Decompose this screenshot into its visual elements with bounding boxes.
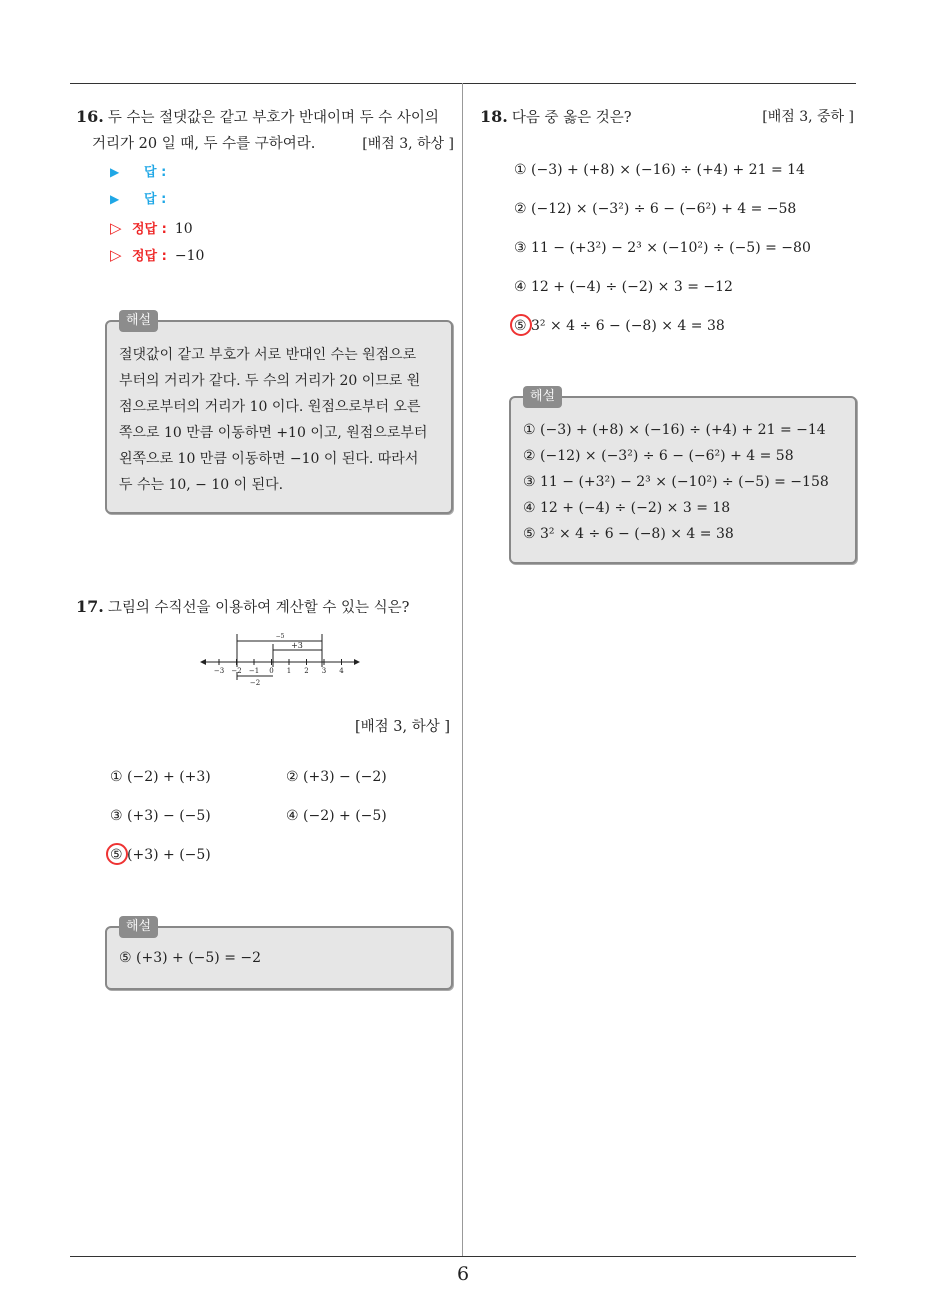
question-text: 그림의 수직선을 이용하여 계산할 수 있는 식은? <box>107 600 410 616</box>
solution-tag: 해설 <box>119 916 158 938</box>
solution-box-18 <box>509 389 857 564</box>
option-2[interactable]: ② (+3) − (−2) <box>286 769 387 785</box>
number-line-tick-label: 1 <box>286 667 292 675</box>
correct-value: 10 <box>174 221 193 237</box>
solution-line: ⑤ 3² × 4 ÷ 6 − (−8) × 4 = 38 <box>523 526 734 542</box>
bottom-rule <box>70 1256 856 1257</box>
solution-line: ④ 12 + (−4) ÷ (−2) × 3 = 18 <box>523 500 731 516</box>
solution-box-17 <box>105 919 453 990</box>
option-3[interactable]: ③ (+3) − (−5) <box>110 808 211 824</box>
number-line-figure <box>198 632 363 688</box>
page-number: 6 <box>456 1263 470 1285</box>
points: [배점 3, 하상 ] <box>354 719 450 735</box>
play-icon: ▶ <box>110 165 120 179</box>
solution-line: ① (−3) + (+8) × (−16) ÷ (+4) + 21 = −14 <box>523 422 826 438</box>
option-3[interactable]: ③ 11 − (+3²) − 2³ × (−10²) ÷ (−5) = −80 <box>514 240 811 256</box>
question-16 <box>76 104 454 157</box>
answer-label: 답 : <box>144 165 167 180</box>
option-2[interactable]: ② (−12) × (−3²) ÷ 6 − (−6²) + 4 = −58 <box>514 201 797 217</box>
figure-top-label: −5 <box>275 633 285 640</box>
option-4[interactable]: ④ 12 + (−4) ÷ (−2) × 3 = −12 <box>514 279 733 295</box>
correct-label: 정답 : <box>132 222 167 237</box>
points: [배점 3, 중하 ] <box>762 109 854 125</box>
answer-row-1 <box>110 161 174 183</box>
solution-line: 점으로부터의 거리가 10 이다. 원점으로부터 오른 <box>119 399 421 415</box>
question-17 <box>76 594 454 621</box>
answer-circle-mark <box>510 314 532 336</box>
solution-tag: 해설 <box>523 386 562 408</box>
option-4[interactable]: ④ (−2) + (−5) <box>286 808 387 824</box>
number-line-tick-label: −2 <box>231 667 242 675</box>
solution-line: 쪽으로 10 만큼 이동하면 +10 이고, 원점으로부터 <box>119 425 428 441</box>
option-1[interactable]: ① (−3) + (+8) × (−16) ÷ (+4) + 21 = 14 <box>514 162 805 178</box>
figure-mid-label: +3 <box>291 641 303 650</box>
column-divider <box>462 83 463 1256</box>
number-line-tick-label: 3 <box>321 667 327 675</box>
correct-value: −10 <box>174 248 205 264</box>
number-line-tick-label: −1 <box>248 667 260 675</box>
question-text: 다음 중 옳은 것은? <box>511 110 632 126</box>
question-number: 17. <box>76 597 104 616</box>
solution-line: 절댓값이 같고 부호가 서로 반대인 수는 원점으로 <box>119 347 417 363</box>
solution-line: 왼쪽으로 10 만큼 이동하면 −10 이 된다. 따라서 <box>119 451 419 467</box>
solution-line: ② (−12) × (−3²) ÷ 6 − (−6²) + 4 = 58 <box>523 448 794 464</box>
number-line-tick-label: −3 <box>213 667 225 675</box>
solution-line: 두 수는 10, − 10 이 된다. <box>119 477 284 493</box>
question-number: 18. <box>480 107 508 126</box>
solution-line: ③ 11 − (+3²) − 2³ × (−10²) ÷ (−5) = −158 <box>523 474 829 490</box>
question-18 <box>480 104 854 131</box>
option-5[interactable]: ⑤ (+3) + (−5) <box>110 847 211 863</box>
correct-answer-row-1 <box>110 217 193 239</box>
option-1[interactable]: ① (−2) + (+3) <box>110 769 211 785</box>
solution-box-16 <box>105 313 453 514</box>
figure-bottom-label: −2 <box>249 679 261 687</box>
correct-label: 정답 : <box>132 249 167 264</box>
number-line-tick-label: 4 <box>339 667 344 675</box>
solution-line: 부터의 거리가 같다. 두 수의 거리가 20 이므로 원 <box>119 373 421 389</box>
outline-triangle-icon: ▷ <box>110 219 122 237</box>
question-text-line2: 거리가 20 일 때, 두 수를 구하여라. <box>92 136 316 152</box>
answer-circle-mark <box>106 843 128 865</box>
number-line-tick-label: 2 <box>304 667 309 675</box>
solution-tag: 해설 <box>119 310 158 332</box>
points-17 <box>300 714 450 740</box>
solution-line: ⑤ (+3) + (−5) = −2 <box>119 950 262 966</box>
points: [배점 3, 하상 ] <box>362 136 454 152</box>
top-rule <box>70 83 856 84</box>
outline-triangle-icon: ▷ <box>110 246 122 264</box>
answer-row-2 <box>110 188 174 210</box>
answer-label: 답 : <box>144 192 167 207</box>
play-icon: ▶ <box>110 192 120 206</box>
question-text-line1: 두 수는 절댓값은 같고 부호가 반대이며 두 수 사이의 <box>107 110 439 126</box>
number-line-tick-label: 0 <box>269 667 274 675</box>
option-5[interactable]: ⑤ 3² × 4 ÷ 6 − (−8) × 4 = 38 <box>514 318 725 334</box>
question-number: 16. <box>76 107 104 126</box>
correct-answer-row-2 <box>110 244 204 266</box>
